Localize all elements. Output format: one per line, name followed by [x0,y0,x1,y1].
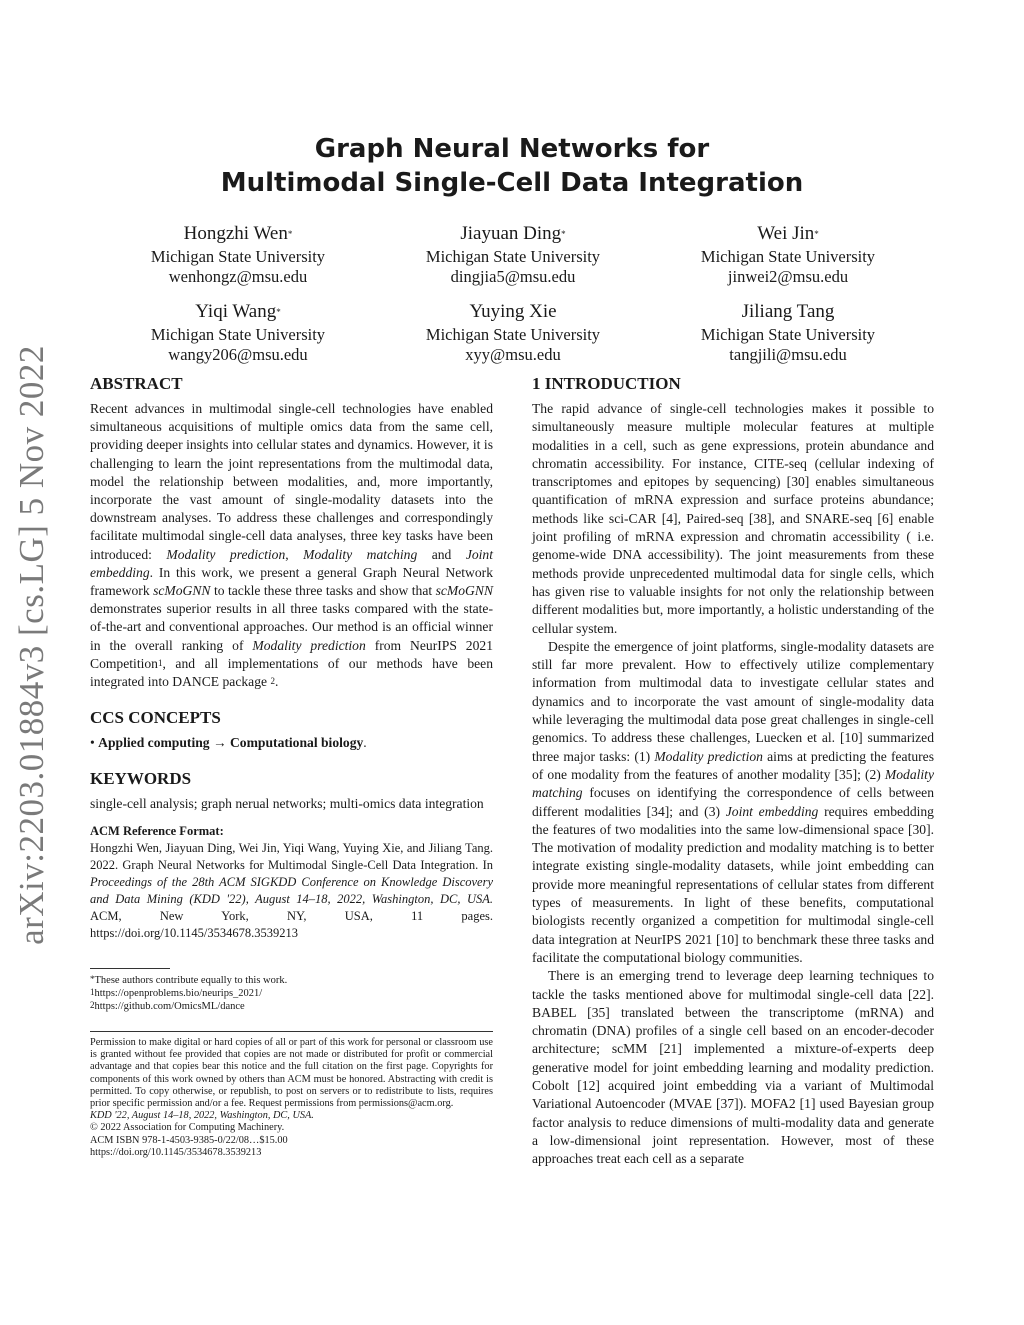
footnote: $^2$https://github.com/OmicsML/dance [90,1000,245,1013]
keywords-text: single-cell analysis; graph nerual networks; multi-omics data integration [90,796,484,812]
footnote-ref-2: 2 [270,676,275,687]
author-block [363,300,663,365]
acm-ref-heading: ACM Reference Format: [90,823,224,838]
permission-block [90,1037,493,1159]
footnote-ref-1: 1 [157,657,163,668]
intro-paragraph-2: Despite the emergence of joint platforms, single-modality datasets are still far more prevalent. How to effectively utilize complementary information from multimodal data to investigate cellular states and dynamics and to incorporate the vast amount of single-modality data while leveraging the multimodal data pose great challenges in single-cell genomics. To address these challenges, Luecken et al. [10] summarized three major tasks: (1) Modality prediction aims at predicting the features of one modality from the features of another modality [35]; (2) Modality matching focuses on identifying the correspondence of cells between different modalities [34]; and (3) Joint embedding requires embedding the features of two modalities into the same low-dimensional space [30]. The motivation of modality prediction and modality matching is to better integrate existing single-modality datasets, while joint embedding can provide more meaningful representations of cellular states from different types of measurements. In light of these benefits, computational biologists recently organized a competition for multimodal single-cell data integration at NeurIPS 2021 [10] to benchmark these three tasks and facilitate the computational biology communities. [532,638,934,965]
abstract-heading: ABSTRACT [90,374,183,393]
author-name: Jiliang Tang [741,301,835,322]
equal-contribution-mark: * [561,229,566,239]
permission-notice: Permission to make digital or hard copies of all or part of this work for personal or classroom use is granted without fee provided that copies are not made or distributed for profit or commercial advantage and that copies bear this notice and the full citation on the first page. Copyrights for components of this work owned by others than ACM must be honored. Abstracting with credit is permitted. To copy otherwise, or republish, to post on servers or to redistribute to lists, requires prior specific permission and/or a fee. Request permissions from permissions@acm.org. [90,1037,493,1110]
doi-link[interactable]: https://doi.org/10.1145/3534678.3539213 [90,1146,262,1158]
author-name: Yiqi Wang [195,301,277,322]
acm-reference: ACM Reference Format: Hongzhi Wen, Jiayuan Ding, Wei Jin, Yiqi Wang, Yuying Xie, and Jiliang Tang. 2022. Graph Neural Networks for Multimodal Single-Cell Data Integration. In Proceedings of the 28th ACM SIGKDD Conference on Knowledge Discovery and Data Mining (KDD '22), August 14–18, 2022, Washington, DC, USA. ACM, New York, NY, USA, 11 pages. https://doi.org/10.1145/3534678.3539213 [90,823,493,940]
author-email: wangy206@msu.edu [168,345,308,364]
equal-contribution-mark: * [276,307,281,317]
author-email: wenhongz@msu.edu [168,267,308,286]
equal-contribution-mark: * [814,229,819,239]
author-affiliation: Michigan State University [425,247,601,266]
author-name: Hongzhi Wen [183,223,288,244]
author-name: Wei Jin [757,223,815,244]
author-affiliation: Michigan State University [700,247,876,266]
author-email: jinwei2@msu.edu [727,267,849,286]
author-name: Yuying Xie [469,301,557,322]
author-block [363,222,663,287]
footnote: $^1$https://openproblems.bio/neurips_2021/ [90,987,263,1000]
intro-paragraph-3: There is an emerging trend to leverage deep learning techniques to tackle the tasks mentioned above for multimodal single-cell data [22]. BABEL [35] translated between the transcriptome (mRNA) and chromatin (DNA) profiles of a single cell based on an encoder-decoder architecture; scMM [21] implemented a mixture-of-experts deep generative model for joint embedding learning and modality prediction. Cobolt [12] acquired joint embedding via a variant of Multimodal Variational Autoencoder (MVAE [37]). MOFA2 [1] used Bayesian group factor analysis to reduce dimensions of multi-modality data and generate a low-dimensional joint representation. However, most of these approaches treat each cell as a separate [532,968,934,1167]
copyright-line: © 2022 Association for Computing Machinery. [90,1122,285,1134]
author-affiliation: Michigan State University [425,325,601,344]
permission-rule [90,1031,493,1032]
author-email: xyy@msu.edu [465,345,561,364]
isbn-line: ACM ISBN 978-1-4503-9385-0/22/08…$15.00 [90,1134,288,1146]
equal-contribution-mark: * [287,229,293,239]
author-block [638,222,938,287]
title-line-2: Multimodal Single-Cell Data Integration [220,168,804,198]
ccs-heading: CCS CONCEPTS [90,708,221,728]
author-email: dingjia5@msu.edu [450,267,576,286]
author-block [88,300,388,365]
keywords-heading: KEYWORDS [90,769,192,789]
paper-title [90,132,934,200]
intro-paragraph-1: The rapid advance of single-cell technologies makes it possible to simultaneously measure multiple molecular features at multiple modalities in a cell, such as gene expressions, protein abundance and chromatin accessibility. For instance, CITE-seq (cellular indexing of transcriptomes and epitopes by sequencing) [30] enables simultaneous quantification of mRNA expression and surface proteins abundance; methods like sci-CAR [4], Paired-seq [38], and SNARE-seq [6] enable joint profiling of mRNA expression and chromatin accessibility ( i.e. genome-wide DNA accessibility). The joint measurements from these methods provide unprecedented multimodal data for single cells, which has given rise to valuable insights for not only the relationship between different modalities but, more importantly, a holistic understanding of the cellular system. [532,401,934,636]
author-affiliation: Michigan State University [700,325,876,344]
left-column [90,374,493,942]
ccs-concept: • Applied computing → Computational biology. [90,735,367,751]
introduction-heading: 1 INTRODUCTION [532,374,681,393]
footnote: *These authors contribute equally to this work. [90,974,288,986]
footnote-rule [90,968,170,969]
footnotes [90,974,493,1014]
abstract-text: Recent advances in multimodal single-cell technologies have enabled simultaneous acquisitions of multiple omics data from the same cell, providing deeper insights into cellular states and dynamics. However, it is challenging to learn the joint representations from the multimodal data, model the relationship between modalities, and, more importantly, incorporate the vast amount of single-modality datasets into the downstream analyses. To address these challenges and correspondingly facilitate multimodal single-cell data analyses, three key tasks have been introduced: Modality prediction, Modality matching and Joint embedding. In this work, we present a general Graph Neural Network framework scMoGNN to tackle these three tasks and show that scMoGNN demonstrates superior results in all three tasks compared with the state-of-the-art and conventional approaches. Our method is an official winner in the overall ranking of Modality prediction from NeurIPS 2021 Competition$^1$, and all implementations of our methods have been integrated into DANCE package $^2$. [90,401,494,690]
right-column [532,374,934,1168]
author-block [88,222,388,287]
author-affiliation: Michigan State University [150,247,326,266]
author-affiliation: Michigan State University [150,325,326,344]
author-block [638,300,938,365]
author-email: tangjili@msu.edu [729,345,847,364]
arxiv-side-stamp: arXiv:2203.01884v3 [cs.LG] 5 Nov 2022 [12,345,51,945]
conference-line: KDD '22, August 14–18, 2022, Washington, DC, USA. [90,1110,314,1122]
author-name: Jiayuan Ding [460,223,562,244]
title-line-1: Graph Neural Networks for [314,134,710,164]
